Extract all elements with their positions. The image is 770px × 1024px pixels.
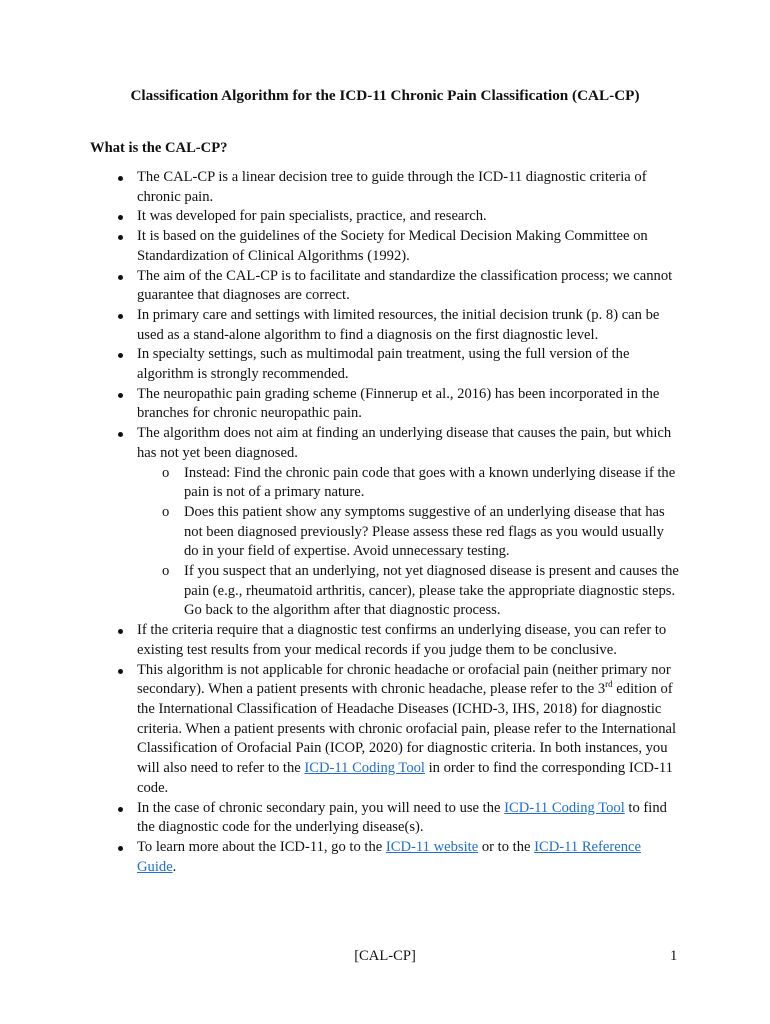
page-number: 1 (670, 948, 678, 964)
list-item-text: The algorithm does not aim at finding an underlying disease that causes the pain, but which has not yet been diagnosed. (137, 425, 672, 461)
list-item-secondary (137, 799, 682, 838)
icd11-coding-tool-link[interactable]: ICD-11 Coding Tool (304, 760, 425, 777)
text: in order to find the corresponding ICD-11 code. (137, 760, 673, 796)
text: or to the (478, 838, 535, 855)
list-item: It was developed for pain specialists, practice, and research. (137, 207, 682, 227)
list-item: If the criteria require that a diagnostic test confirms an underlying disease, you can refer to existing test results from your medical records if you judge them to be conclusive. (137, 621, 682, 660)
list-item: It is based on the guidelines of the Society for Medical Decision Making Committee on Standardization of Clinical Algorithms (1992). (137, 227, 682, 266)
text: . (172, 858, 177, 875)
sub-list-item: o If you suspect that an underlying, not yet diagnosed disease is present and causes the pain (e.g., rheumatoid arthritis, cancer), please take the appropriate diagnostic steps. Go back to the algorithm after that diagnostic process. (184, 562, 682, 621)
section-heading: What is the CAL-CP? (90, 140, 228, 156)
list-item (137, 424, 682, 621)
icd11-reference-guide-link[interactable]: ICD-11 Reference Guide (137, 838, 641, 875)
superscript: rd (605, 679, 613, 690)
footer-label: [CAL-CP] (354, 948, 416, 964)
icd11-coding-tool-link[interactable]: ICD-11 Coding Tool (504, 799, 625, 816)
text: edition of the International Classification of Headache Diseases (ICHD-3, IHS, 2018) for diagnostic criteria. When a patient presents with chronic orofacial pain, please refer to the International Classification of Orofacial Pain (ICOP, 2020) for diagnostic criteria. In both instances, you will also need to refer to the (137, 681, 677, 777)
list-item: The neuropathic pain grading scheme (Finnerup et al., 2016) has been incorporated in the branches for chronic neuropathic pain. (137, 385, 682, 424)
list-item-learn-more (137, 838, 682, 877)
list-item: In specialty settings, such as multimodal pain treatment, using the full version of the algorithm is strongly recommended. (137, 345, 682, 384)
bullet-list (137, 168, 682, 877)
list-item-headache (137, 661, 682, 799)
sub-list-item: o Does this patient show any symptoms suggestive of an underlying disease that has not been diagnosed previously? Please assess these red flags as you would usually do in your field of expertise. Avoid unnecessary testing. (184, 503, 682, 562)
document-title: Classification Algorithm for the ICD-11 Chronic Pain Classification (CAL-CP) (130, 87, 640, 104)
text: to find the diagnostic code for the underlying disease(s). (137, 799, 667, 836)
list-item: The CAL-CP is a linear decision tree to guide through the ICD-11 diagnostic criteria of chronic pain. (137, 168, 682, 207)
icd11-website-link[interactable]: ICD-11 website (385, 838, 479, 855)
text: This algorithm is not applicable for chronic headache or orofacial pain (neither primary nor secondary). When a patient presents with chronic headache, please refer to the 3 (137, 661, 671, 698)
sub-list-item: o Instead: Find the chronic pain code that goes with a known underlying disease if the pain is not of a primary nature. (184, 464, 682, 503)
text: To learn more about the ICD-11, go to the (137, 838, 386, 855)
list-item: The aim of the CAL-CP is to facilitate and standardize the classification process; we cannot guarantee that diagnoses are correct. (137, 267, 682, 306)
sub-bullet-list (184, 464, 682, 622)
text: In the case of chronic secondary pain, you will need to use the (137, 799, 505, 816)
list-item: In primary care and settings with limited resources, the initial decision trunk (p. 8) can be used as a stand-alone algorithm to find a diagnosis on the first diagnostic level. (137, 306, 682, 345)
